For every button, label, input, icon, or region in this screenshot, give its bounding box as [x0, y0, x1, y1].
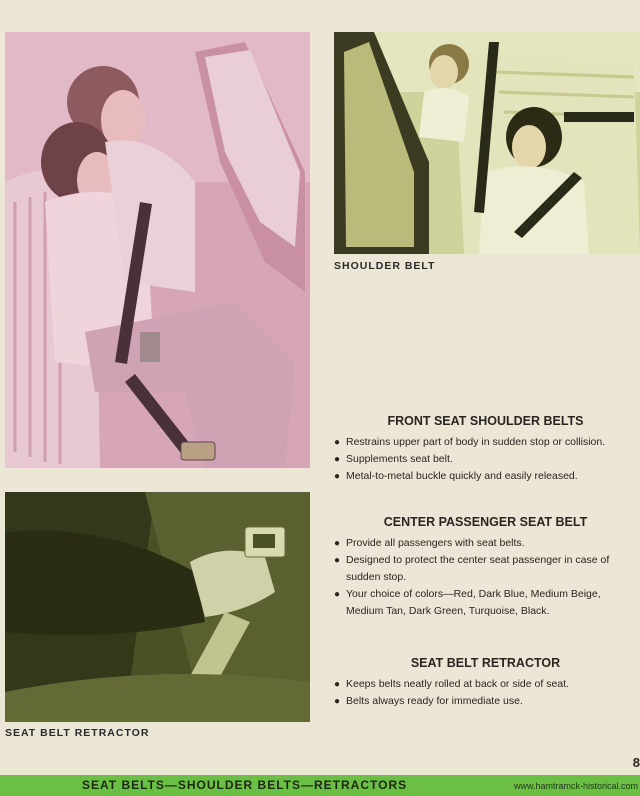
bullet-icon: ● — [334, 538, 341, 549]
page-number: 8 — [632, 755, 640, 770]
bullet-icon: ● — [334, 437, 341, 448]
front-seat-shoulder-belts-section — [333, 414, 638, 485]
seat-belt-retractor-section — [333, 656, 638, 710]
section-heading: CENTER PASSENGER SEAT BELT — [383, 515, 588, 529]
list-item: ● Metal-to-metal buckle quickly and easily released. — [333, 468, 638, 485]
shoulder-belt-photo — [334, 32, 640, 254]
section-heading: FRONT SEAT SHOULDER BELTS — [387, 414, 584, 428]
bullet-icon: ● — [334, 471, 341, 482]
list-item: ● Restrains upper part of body in sudden stop or collision. — [333, 434, 638, 451]
list-item: ● Keeps belts neatly rolled at back or side of seat. — [333, 676, 638, 693]
watermark-text: www.hamtramck-historical.com — [513, 781, 638, 791]
retractor-caption: SEAT BELT RETRACTOR — [5, 727, 150, 739]
list-item: ● Designed to protect the center seat passenger in case of sudden stop. — [334, 554, 610, 583]
retractor-photo — [5, 492, 310, 722]
section-heading: SEAT BELT RETRACTOR — [410, 656, 561, 670]
list-item: ● Supplements seat belt. — [333, 451, 638, 468]
footer-band — [0, 775, 640, 796]
bullet-icon: ● — [334, 589, 341, 600]
center-passenger-seat-belt-section — [333, 515, 638, 620]
list-item: ● Belts always ready for immediate use. — [333, 693, 638, 710]
footer-title: SEAT BELTS—SHOULDER BELTS—RETRACTORS — [82, 778, 408, 792]
bullet-list — [333, 434, 638, 485]
bullet-icon: ● — [334, 555, 341, 566]
list-item: ● Your choice of colors—Red, Dark Blue, Medium Beige, Medium Tan, Dark Green, Turquoise, Black. — [334, 588, 601, 617]
bullet-list — [333, 535, 638, 620]
bullet-icon: ● — [334, 696, 341, 707]
bullet-icon: ● — [334, 454, 341, 465]
bullet-list — [333, 676, 638, 710]
front-seat-photo — [5, 32, 310, 468]
bullet-icon: ● — [334, 679, 341, 690]
shoulder-belt-caption: SHOULDER BELT — [334, 260, 436, 272]
list-item: ● Provide all passengers with seat belts. — [333, 535, 638, 552]
